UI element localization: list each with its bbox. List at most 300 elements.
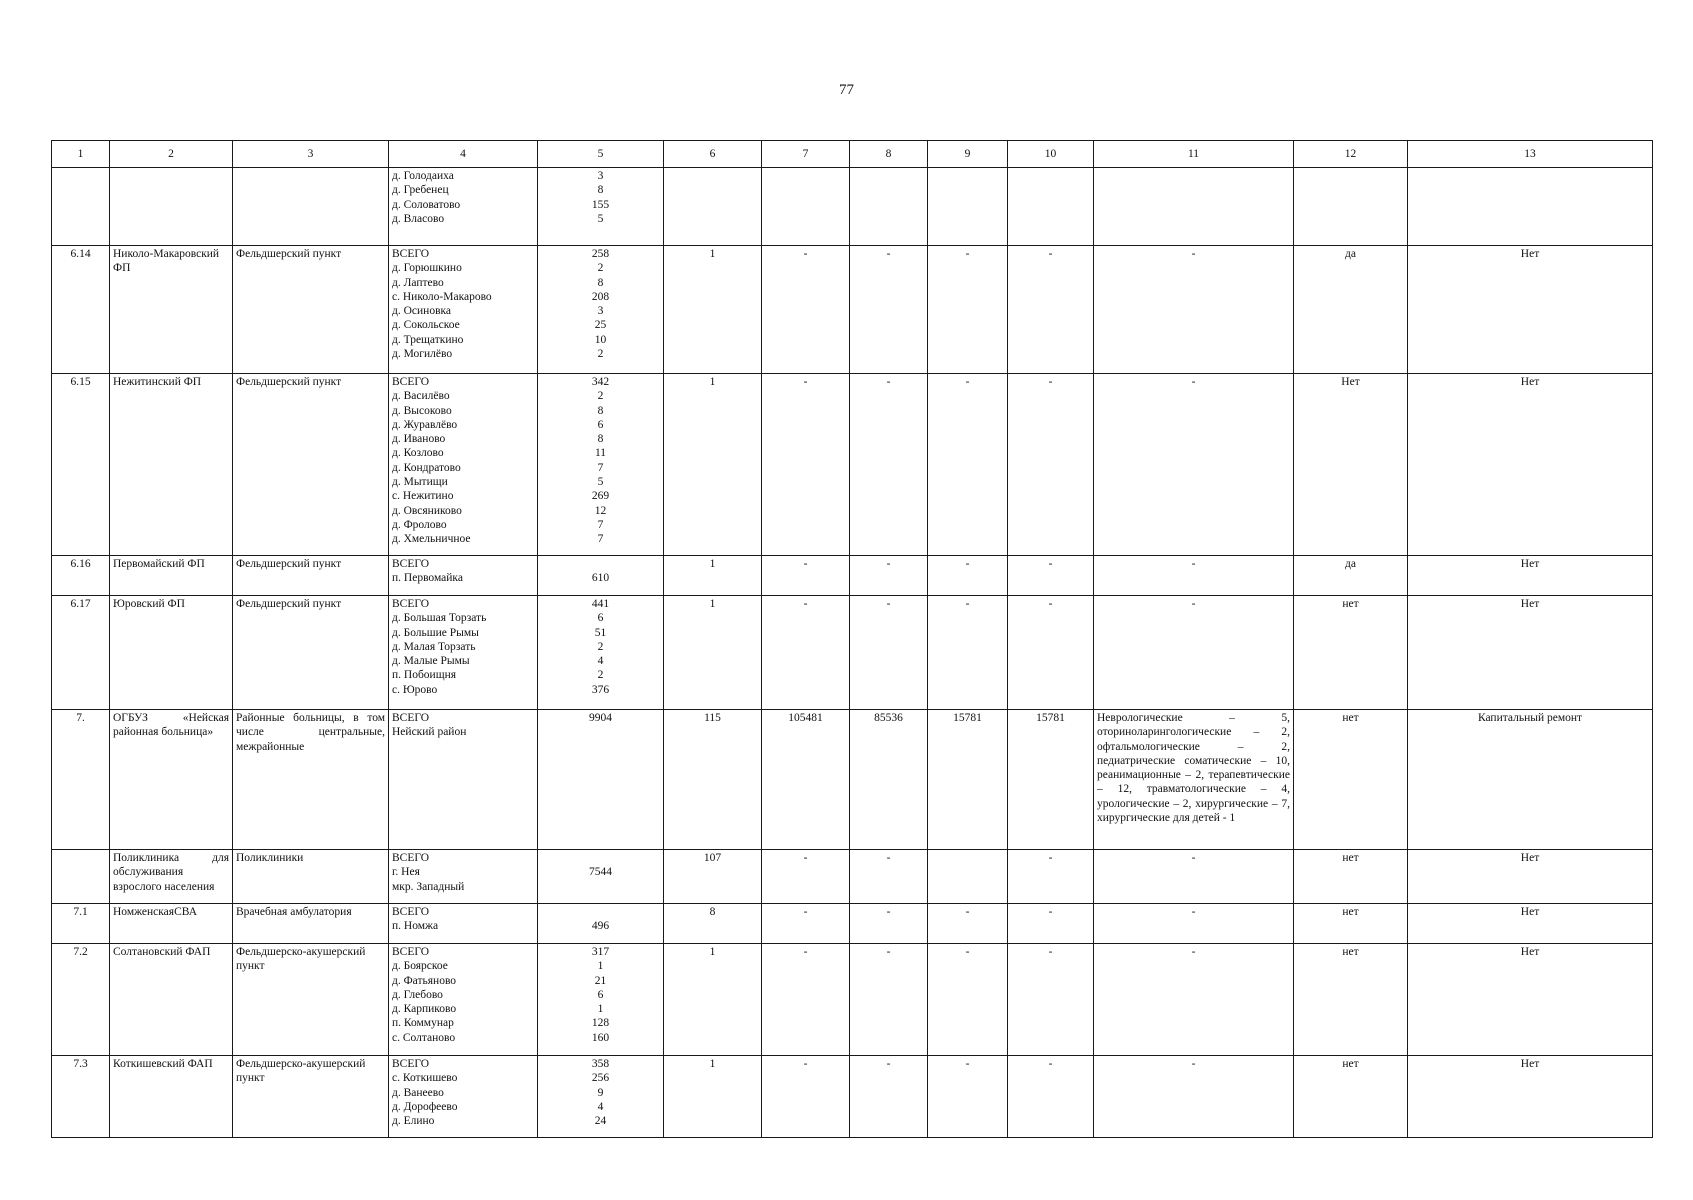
value-cell-c7 <box>762 168 850 246</box>
value-c6: 1 <box>709 1058 716 1070</box>
place-name: с. Николо-Макарово <box>392 290 492 303</box>
value-cell-c8 <box>850 168 928 246</box>
value-cell-c10 <box>1008 944 1094 1056</box>
facility-type: Фельдшерский пункт <box>236 376 342 388</box>
value-cell-c9 <box>928 710 1008 850</box>
value-c7: - <box>803 1058 808 1070</box>
table-row <box>52 168 1653 246</box>
value-cell-c7 <box>762 596 850 710</box>
value-c8: - <box>886 248 891 260</box>
profile-cell <box>1094 556 1294 596</box>
header-cell: 9 <box>928 141 1008 168</box>
value-cell-c13 <box>1408 710 1653 850</box>
value-c9: - <box>965 248 970 260</box>
value-c7: - <box>803 376 808 388</box>
facility-type: Фельдшерско-акушерский пункт <box>236 946 366 973</box>
places-cell <box>389 374 538 556</box>
bed-profiles: - <box>1191 852 1196 864</box>
facility-type: Фельдшерский пункт <box>236 598 342 610</box>
facility-type: Районные больницы, в том числе центральные, межрайонные <box>236 712 385 753</box>
population-value: 7 <box>597 533 604 546</box>
row-number-cell <box>52 1056 110 1138</box>
population-value: 9904 <box>589 712 612 724</box>
value-cell-c8 <box>850 1056 928 1138</box>
place-name: д. Фролово <box>392 518 447 531</box>
value-cell-c10 <box>1008 556 1094 596</box>
value-cell-c7 <box>762 1056 850 1138</box>
value-c13: Нет <box>1520 598 1540 610</box>
facility-name-cell <box>110 246 233 374</box>
value-cell-c6 <box>664 710 762 850</box>
facility-type: Фельдшерский пункт <box>236 248 342 260</box>
facility-type: Врачебная амбулатория <box>236 906 352 918</box>
place-name: ВСЕГО <box>392 852 430 864</box>
table-row <box>52 904 1653 944</box>
facility-name: Нежитинский ФП <box>113 376 202 388</box>
place-name: д. Малые Рымы <box>392 655 470 668</box>
population-value: 8 <box>597 404 604 417</box>
place-name: ВСЕГО <box>392 598 430 610</box>
value-c7: - <box>803 946 808 958</box>
place-name: д. Гребенец <box>392 184 449 197</box>
place-name: д. Василёво <box>392 390 450 403</box>
profile-cell <box>1094 904 1294 944</box>
place-name: д. Иваново <box>392 433 446 446</box>
population-cell <box>538 168 664 246</box>
value-c10: - <box>1048 248 1053 260</box>
population-cell <box>538 710 664 850</box>
facility-name-cell <box>110 556 233 596</box>
place-name: д. Высоково <box>392 404 452 417</box>
population-value: 5 <box>597 212 604 225</box>
row-number-cell <box>52 850 110 904</box>
table-row <box>52 1056 1653 1138</box>
value-cell-c12 <box>1294 710 1408 850</box>
population-value: 269 <box>591 490 610 503</box>
value-cell-c8 <box>850 944 928 1056</box>
facility-name-cell <box>110 374 233 556</box>
population-value: 2 <box>597 669 604 682</box>
facility-type-cell <box>233 904 389 944</box>
value-cell-c13 <box>1408 596 1653 710</box>
population-value: 208 <box>591 290 610 303</box>
value-cell-c6 <box>664 168 762 246</box>
population-value: 358 <box>591 1058 610 1070</box>
bed-profiles: Неврологические – 5, оториноларингологические – 2, офтальмологические – 2, педиатрические соматические – 10, реанимационные – 2, терапевтические – 12, травматологические – 4, урологические – 2, хирургические – 7, хирургические для детей - 1 <box>1097 712 1290 825</box>
value-c13: Нет <box>1520 946 1540 958</box>
facility-name-cell <box>110 1056 233 1138</box>
value-c8: - <box>886 852 891 864</box>
value-c12: да <box>1345 248 1356 260</box>
population-value: 441 <box>591 598 610 610</box>
row-number: 6.15 <box>70 376 91 388</box>
facility-name-cell <box>110 168 233 246</box>
population-value: 9 <box>597 1086 604 1099</box>
value-cell-c10 <box>1008 850 1094 904</box>
place-name: ВСЕГО <box>392 1058 430 1070</box>
value-cell-c10 <box>1008 904 1094 944</box>
header-cell: 3 <box>233 141 389 168</box>
value-c13: Капитальный ремонт <box>1477 712 1583 724</box>
place-name: д. Горюшкино <box>392 262 462 275</box>
header-cell: 10 <box>1008 141 1094 168</box>
value-cell-c9 <box>928 1056 1008 1138</box>
population-value: 6 <box>597 988 604 1001</box>
place-name: с. Коткишево <box>392 1072 458 1085</box>
value-c9: - <box>965 906 970 918</box>
population-value: 11 <box>594 447 607 460</box>
facility-name-cell <box>110 710 233 850</box>
value-cell-c13 <box>1408 556 1653 596</box>
places-cell <box>389 1056 538 1138</box>
value-c10: - <box>1048 1058 1053 1070</box>
population-value: 610 <box>591 572 610 584</box>
population-value: 496 <box>591 920 610 932</box>
place-name: ВСЕГО <box>392 906 430 918</box>
row-number-cell <box>52 904 110 944</box>
place-name: д. Осиновка <box>392 305 452 318</box>
value-cell-c8 <box>850 596 928 710</box>
population-value: 7544 <box>589 866 612 878</box>
value-cell-c13 <box>1408 904 1653 944</box>
value-c8: - <box>886 558 891 570</box>
population-value: 5 <box>597 476 604 489</box>
places-cell <box>389 904 538 944</box>
header-row <box>52 141 1653 168</box>
population-value: 6 <box>597 612 604 625</box>
value-cell-c8 <box>850 850 928 904</box>
facility-name: Поликлиника для обслуживания взрослого населения <box>113 852 229 893</box>
place-name: с. Нежитино <box>392 490 454 503</box>
population-value: 24 <box>594 1115 607 1128</box>
population-cell <box>538 850 664 904</box>
table-row <box>52 374 1653 556</box>
value-cell-c12 <box>1294 168 1408 246</box>
place-name: д. Голодаиха <box>392 170 454 182</box>
value-c6: 1 <box>709 376 716 388</box>
header-cell: 11 <box>1094 141 1294 168</box>
population-value: 2 <box>597 262 604 275</box>
population-value: 258 <box>591 248 610 260</box>
population-value: 342 <box>591 376 610 388</box>
population-value: 2 <box>597 390 604 403</box>
header-cell: 7 <box>762 141 850 168</box>
value-cell-c10 <box>1008 246 1094 374</box>
population-cell <box>538 944 664 1056</box>
value-cell-c9 <box>928 168 1008 246</box>
places-cell <box>389 944 538 1056</box>
value-c7: - <box>803 852 808 864</box>
facility-type: Поликлиники <box>236 852 304 864</box>
facility-type-cell <box>233 596 389 710</box>
value-cell-c9 <box>928 944 1008 1056</box>
population-value: 160 <box>591 1031 610 1044</box>
header-cell: 8 <box>850 141 928 168</box>
row-number-cell <box>52 246 110 374</box>
place-name: ВСЕГО <box>392 712 430 724</box>
facility-type-cell <box>233 246 389 374</box>
value-cell-c9 <box>928 904 1008 944</box>
value-cell-c9 <box>928 850 1008 904</box>
profile-cell <box>1094 1056 1294 1138</box>
value-c9: - <box>965 598 970 610</box>
value-c6: 1 <box>709 946 716 958</box>
profile-cell <box>1094 944 1294 1056</box>
value-cell-c9 <box>928 556 1008 596</box>
header-cell: 6 <box>664 141 762 168</box>
bed-profiles: - <box>1191 1058 1196 1070</box>
place-name: д. Власово <box>392 212 445 225</box>
facility-type-cell <box>233 710 389 850</box>
facility-name: Юровский ФП <box>113 598 185 610</box>
value-cell-c8 <box>850 246 928 374</box>
row-number-cell <box>52 168 110 246</box>
value-c6: 115 <box>704 712 721 724</box>
table-body <box>52 168 1653 1138</box>
row-number-cell <box>52 710 110 850</box>
row-number-cell <box>52 556 110 596</box>
population-value: 3 <box>597 170 604 182</box>
places-cell <box>389 168 538 246</box>
place-name: д. Елино <box>392 1115 435 1128</box>
value-cell-c12 <box>1294 850 1408 904</box>
place-name: ВСЕГО <box>392 946 430 958</box>
value-cell-c6 <box>664 596 762 710</box>
facility-type: Фельдшерско-акушерский пункт <box>236 1058 366 1085</box>
row-number-cell <box>52 374 110 556</box>
value-c9: - <box>965 946 970 958</box>
row-number-cell <box>52 596 110 710</box>
value-c12: да <box>1345 558 1356 570</box>
table-row <box>52 710 1653 850</box>
place-name: с. Солтаново <box>392 1031 456 1044</box>
value-cell-c10 <box>1008 710 1094 850</box>
value-c10: - <box>1048 906 1053 918</box>
population-value: 8 <box>597 184 604 197</box>
facility-name: НомженскаяСВА <box>113 906 197 918</box>
facility-type-cell <box>233 374 389 556</box>
value-c9: - <box>965 376 970 388</box>
value-c8: - <box>886 598 891 610</box>
header-cell: 2 <box>110 141 233 168</box>
value-cell-c7 <box>762 904 850 944</box>
facility-type-cell <box>233 944 389 1056</box>
places-cell <box>389 710 538 850</box>
table-row <box>52 850 1653 904</box>
value-c6: 1 <box>709 598 716 610</box>
bed-profiles: - <box>1191 598 1196 610</box>
population-value: 3 <box>597 305 604 318</box>
places-cell <box>389 850 538 904</box>
facility-name-cell <box>110 944 233 1056</box>
place-name: ВСЕГО <box>392 248 430 260</box>
spacer <box>541 557 660 571</box>
place-name: д. Сокольское <box>392 319 460 332</box>
value-cell-c12 <box>1294 246 1408 374</box>
page-number: 77 <box>839 82 854 98</box>
value-c7: - <box>803 248 808 260</box>
place-name: п. Побоищня <box>392 669 457 682</box>
value-c12: нет <box>1342 598 1359 610</box>
value-c13: Нет <box>1520 558 1540 570</box>
place-name: с. Юрово <box>392 683 438 696</box>
value-cell-c8 <box>850 556 928 596</box>
header-cell: 5 <box>538 141 664 168</box>
value-c10: - <box>1048 598 1053 610</box>
header-cell: 4 <box>389 141 538 168</box>
population-value: 1 <box>597 1003 604 1016</box>
header-cell: 12 <box>1294 141 1408 168</box>
value-cell-c7 <box>762 944 850 1056</box>
value-c12: нет <box>1342 906 1359 918</box>
spacer <box>541 905 660 919</box>
row-number: 6.14 <box>70 248 91 260</box>
value-c9: 15781 <box>953 712 982 724</box>
profile-cell <box>1094 850 1294 904</box>
value-cell-c10 <box>1008 168 1094 246</box>
place-name: г. Нея <box>392 866 420 879</box>
value-cell-c10 <box>1008 1056 1094 1138</box>
value-cell-c7 <box>762 710 850 850</box>
value-c13: Нет <box>1520 906 1540 918</box>
population-value: 1 <box>597 960 604 973</box>
value-cell-c13 <box>1408 374 1653 556</box>
value-cell-c12 <box>1294 944 1408 1056</box>
places-cell <box>389 596 538 710</box>
facility-type-cell <box>233 850 389 904</box>
value-cell-c13 <box>1408 1056 1653 1138</box>
population-value: 51 <box>594 626 607 639</box>
value-cell-c12 <box>1294 1056 1408 1138</box>
population-value: 7 <box>597 461 604 474</box>
place-name: д. Дорофеево <box>392 1100 458 1113</box>
place-name: д. Козлово <box>392 447 444 460</box>
population-value: 12 <box>594 504 607 517</box>
population-value: 25 <box>594 319 607 332</box>
place-name: д. Фатьяново <box>392 974 457 987</box>
place-name: д. Журавлёво <box>392 418 458 431</box>
value-c8: 85536 <box>874 712 903 724</box>
value-c7: - <box>803 906 808 918</box>
profile-cell <box>1094 246 1294 374</box>
value-c10: - <box>1048 558 1053 570</box>
profile-cell <box>1094 374 1294 556</box>
value-c10: - <box>1048 376 1053 388</box>
facility-name-cell <box>110 904 233 944</box>
place-name: п. Коммунар <box>392 1017 454 1030</box>
place-name: д. Трещаткино <box>392 333 464 346</box>
header-cell: 13 <box>1408 141 1653 168</box>
facility-name: ОГБУЗ «Нейская районная больница» <box>113 712 229 739</box>
value-c10: - <box>1048 946 1053 958</box>
value-c13: Нет <box>1520 852 1540 864</box>
population-value: 8 <box>597 276 604 289</box>
value-c6: 1 <box>709 558 716 570</box>
facility-name: Коткишевский ФАП <box>113 1058 213 1070</box>
value-c7: 105481 <box>788 712 823 724</box>
value-cell-c8 <box>850 710 928 850</box>
value-c13: Нет <box>1520 376 1540 388</box>
value-c6: 107 <box>703 852 722 864</box>
place-name: д. Соловатово <box>392 198 461 211</box>
value-cell-c12 <box>1294 904 1408 944</box>
value-c12: нет <box>1342 852 1359 864</box>
place-name: д. Кондратово <box>392 461 461 474</box>
value-c8: - <box>886 906 891 918</box>
population-cell <box>538 904 664 944</box>
value-cell-c6 <box>664 944 762 1056</box>
place-name: д. Лаптево <box>392 276 444 289</box>
value-c9: - <box>965 558 970 570</box>
place-name: ВСЕГО <box>392 376 430 388</box>
value-cell-c9 <box>928 374 1008 556</box>
value-c8: - <box>886 1058 891 1070</box>
value-c7: - <box>803 558 808 570</box>
population-cell <box>538 374 664 556</box>
value-cell-c6 <box>664 904 762 944</box>
facility-type-cell <box>233 556 389 596</box>
facility-name-cell <box>110 850 233 904</box>
row-number: 7. <box>76 712 85 724</box>
population-value: 10 <box>594 333 607 346</box>
value-cell-c13 <box>1408 944 1653 1056</box>
value-cell-c7 <box>762 246 850 374</box>
value-cell-c10 <box>1008 374 1094 556</box>
places-cell <box>389 556 538 596</box>
value-cell-c8 <box>850 904 928 944</box>
value-cell-c13 <box>1408 246 1653 374</box>
place-name: д. Овсяниково <box>392 504 462 517</box>
value-cell-c9 <box>928 246 1008 374</box>
place-name: мкр. Западный <box>392 880 465 893</box>
population-value: 7 <box>597 518 604 531</box>
place-name: ВСЕГО <box>392 558 430 570</box>
value-cell-c6 <box>664 374 762 556</box>
row-number: 7.3 <box>73 1058 88 1070</box>
place-name: д. Большая Торзать <box>392 612 487 625</box>
place-name: п. Номжа <box>392 920 439 933</box>
population-value: 256 <box>591 1072 610 1085</box>
table-row <box>52 246 1653 374</box>
place-name: д. Большие Рымы <box>392 626 479 639</box>
place-name: д. Ванеево <box>392 1086 444 1099</box>
value-cell-c7 <box>762 850 850 904</box>
value-cell-c13 <box>1408 850 1653 904</box>
facility-name: Солтановский ФАП <box>113 946 211 958</box>
population-value: 155 <box>591 198 610 211</box>
place-name: п. Первомайка <box>392 572 463 585</box>
bed-profiles: - <box>1191 376 1196 388</box>
row-number: 7.1 <box>73 906 88 918</box>
value-c13: Нет <box>1520 1058 1540 1070</box>
bed-profiles: - <box>1191 906 1196 918</box>
spacer <box>541 851 660 865</box>
value-c7: - <box>803 598 808 610</box>
value-cell-c6 <box>664 556 762 596</box>
value-cell-c6 <box>664 246 762 374</box>
value-cell-c12 <box>1294 596 1408 710</box>
population-cell <box>538 556 664 596</box>
value-c12: Нет <box>1341 376 1360 388</box>
facility-name: Первомайский ФП <box>113 558 205 570</box>
place-name: д. Могилёво <box>392 348 453 361</box>
value-cell-c12 <box>1294 556 1408 596</box>
places-cell <box>389 246 538 374</box>
value-c6: 1 <box>709 248 716 260</box>
value-c10: - <box>1048 852 1053 864</box>
population-value: 21 <box>594 974 607 987</box>
value-cell-c13 <box>1408 168 1653 246</box>
